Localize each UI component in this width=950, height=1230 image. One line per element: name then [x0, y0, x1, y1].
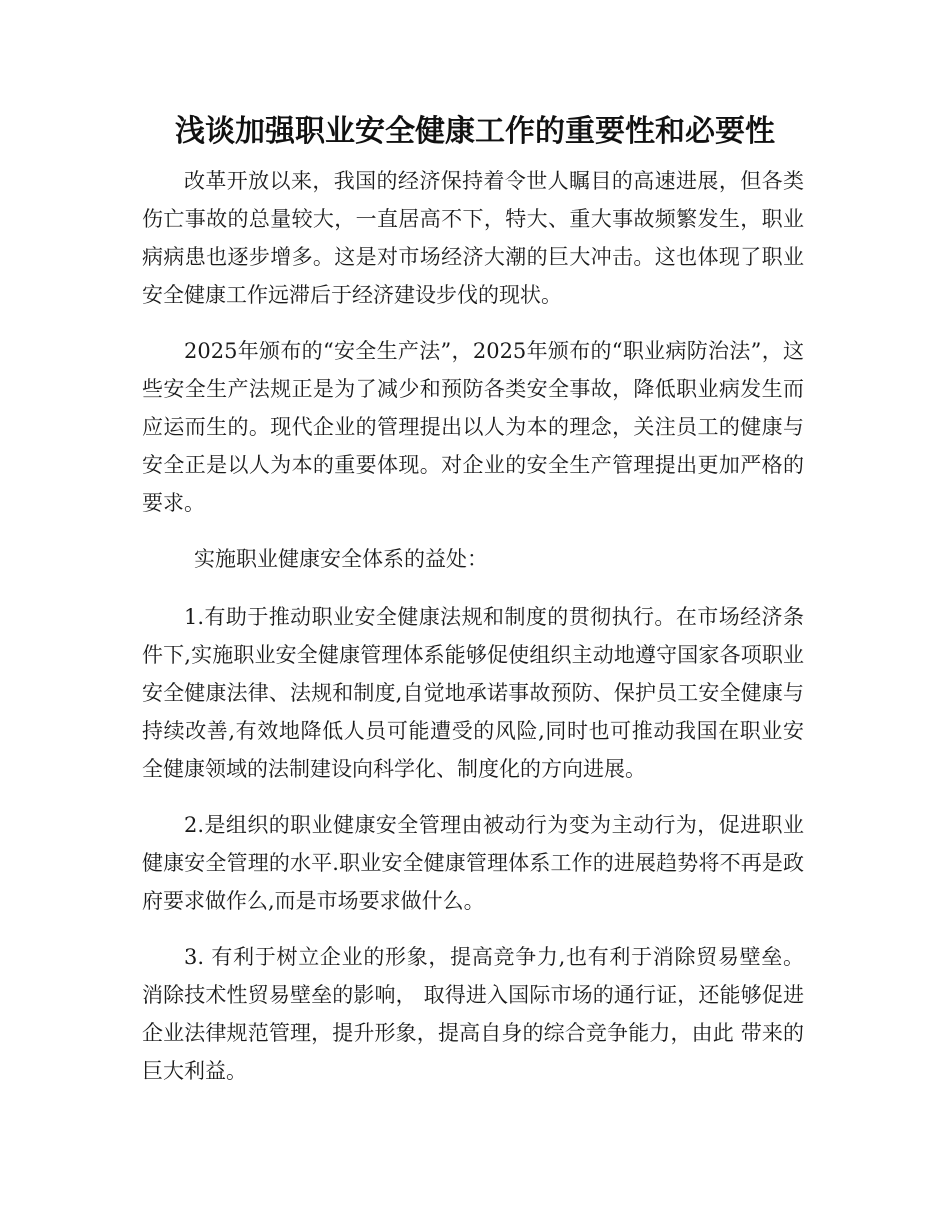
- benefit-item-2: 2.是组织的职业健康安全管理由被动行为变为主动行为，促进职业健康安全管理的水平.职业安全健康管理体系工作的进展趋势将不再是政府要求做作么,而是市场要求做什么。: [142, 813, 804, 913]
- document-body: [142, 162, 804, 1108]
- benefits-heading: 实施职业健康安全体系的益处：: [194, 547, 488, 571]
- document-title: 浅谈加强职业安全健康工作的重要性和必要性: [175, 114, 775, 149]
- paragraph-laws: 2025年颁布的“安全生产法”，2025年颁布的“职业病防治法”，这些安全生产法规正是为了减少和预防各类安全事故，降低职业病发生而应运而生的。现代企业的管理提出以人为本的理念，关注员工的健康与安全正是以人为本的重要体现。对企业的安全生产管理提出更加严格的要求。: [142, 339, 804, 515]
- benefit-item-1: 1.有助于推动职业安全健康法规和制度的贯彻执行。在市场经济条件下,实施职业安全健康管理体系能够促使组织主动地遵守国家各项职业安全健康法律、法规和制度,自觉地承诺事故预防、保护员工安全健康与持续改善,有效地降低人员可能遭受的风险,同时也可推动我国在职业安全健康领域的法制建设向科学化、制度化的方向进展。: [142, 605, 804, 781]
- paragraph-intro: 改革开放以来，我国的经济保持着令世人瞩目的高速进展，但各类伤亡事故的总量较大，一直居高不下，特大、重大事故频繁发生，职业病病患也逐步增多。这是对市场经济大潮的巨大冲击。这也体现了职业安全健康工作远滞后于经济建设步伐的现状。: [142, 169, 804, 307]
- benefit-item-3: 3. 有利于树立企业的形象，提高竞争力,也有利于消除贸易壁垒。消除技术性贸易壁垒的影响， 取得进入国际市场的通行证，还能够促进企业法律规范管理，提升形象，提高自身的综合竞争能力，由此 带来的巨大利益。: [142, 945, 804, 1083]
